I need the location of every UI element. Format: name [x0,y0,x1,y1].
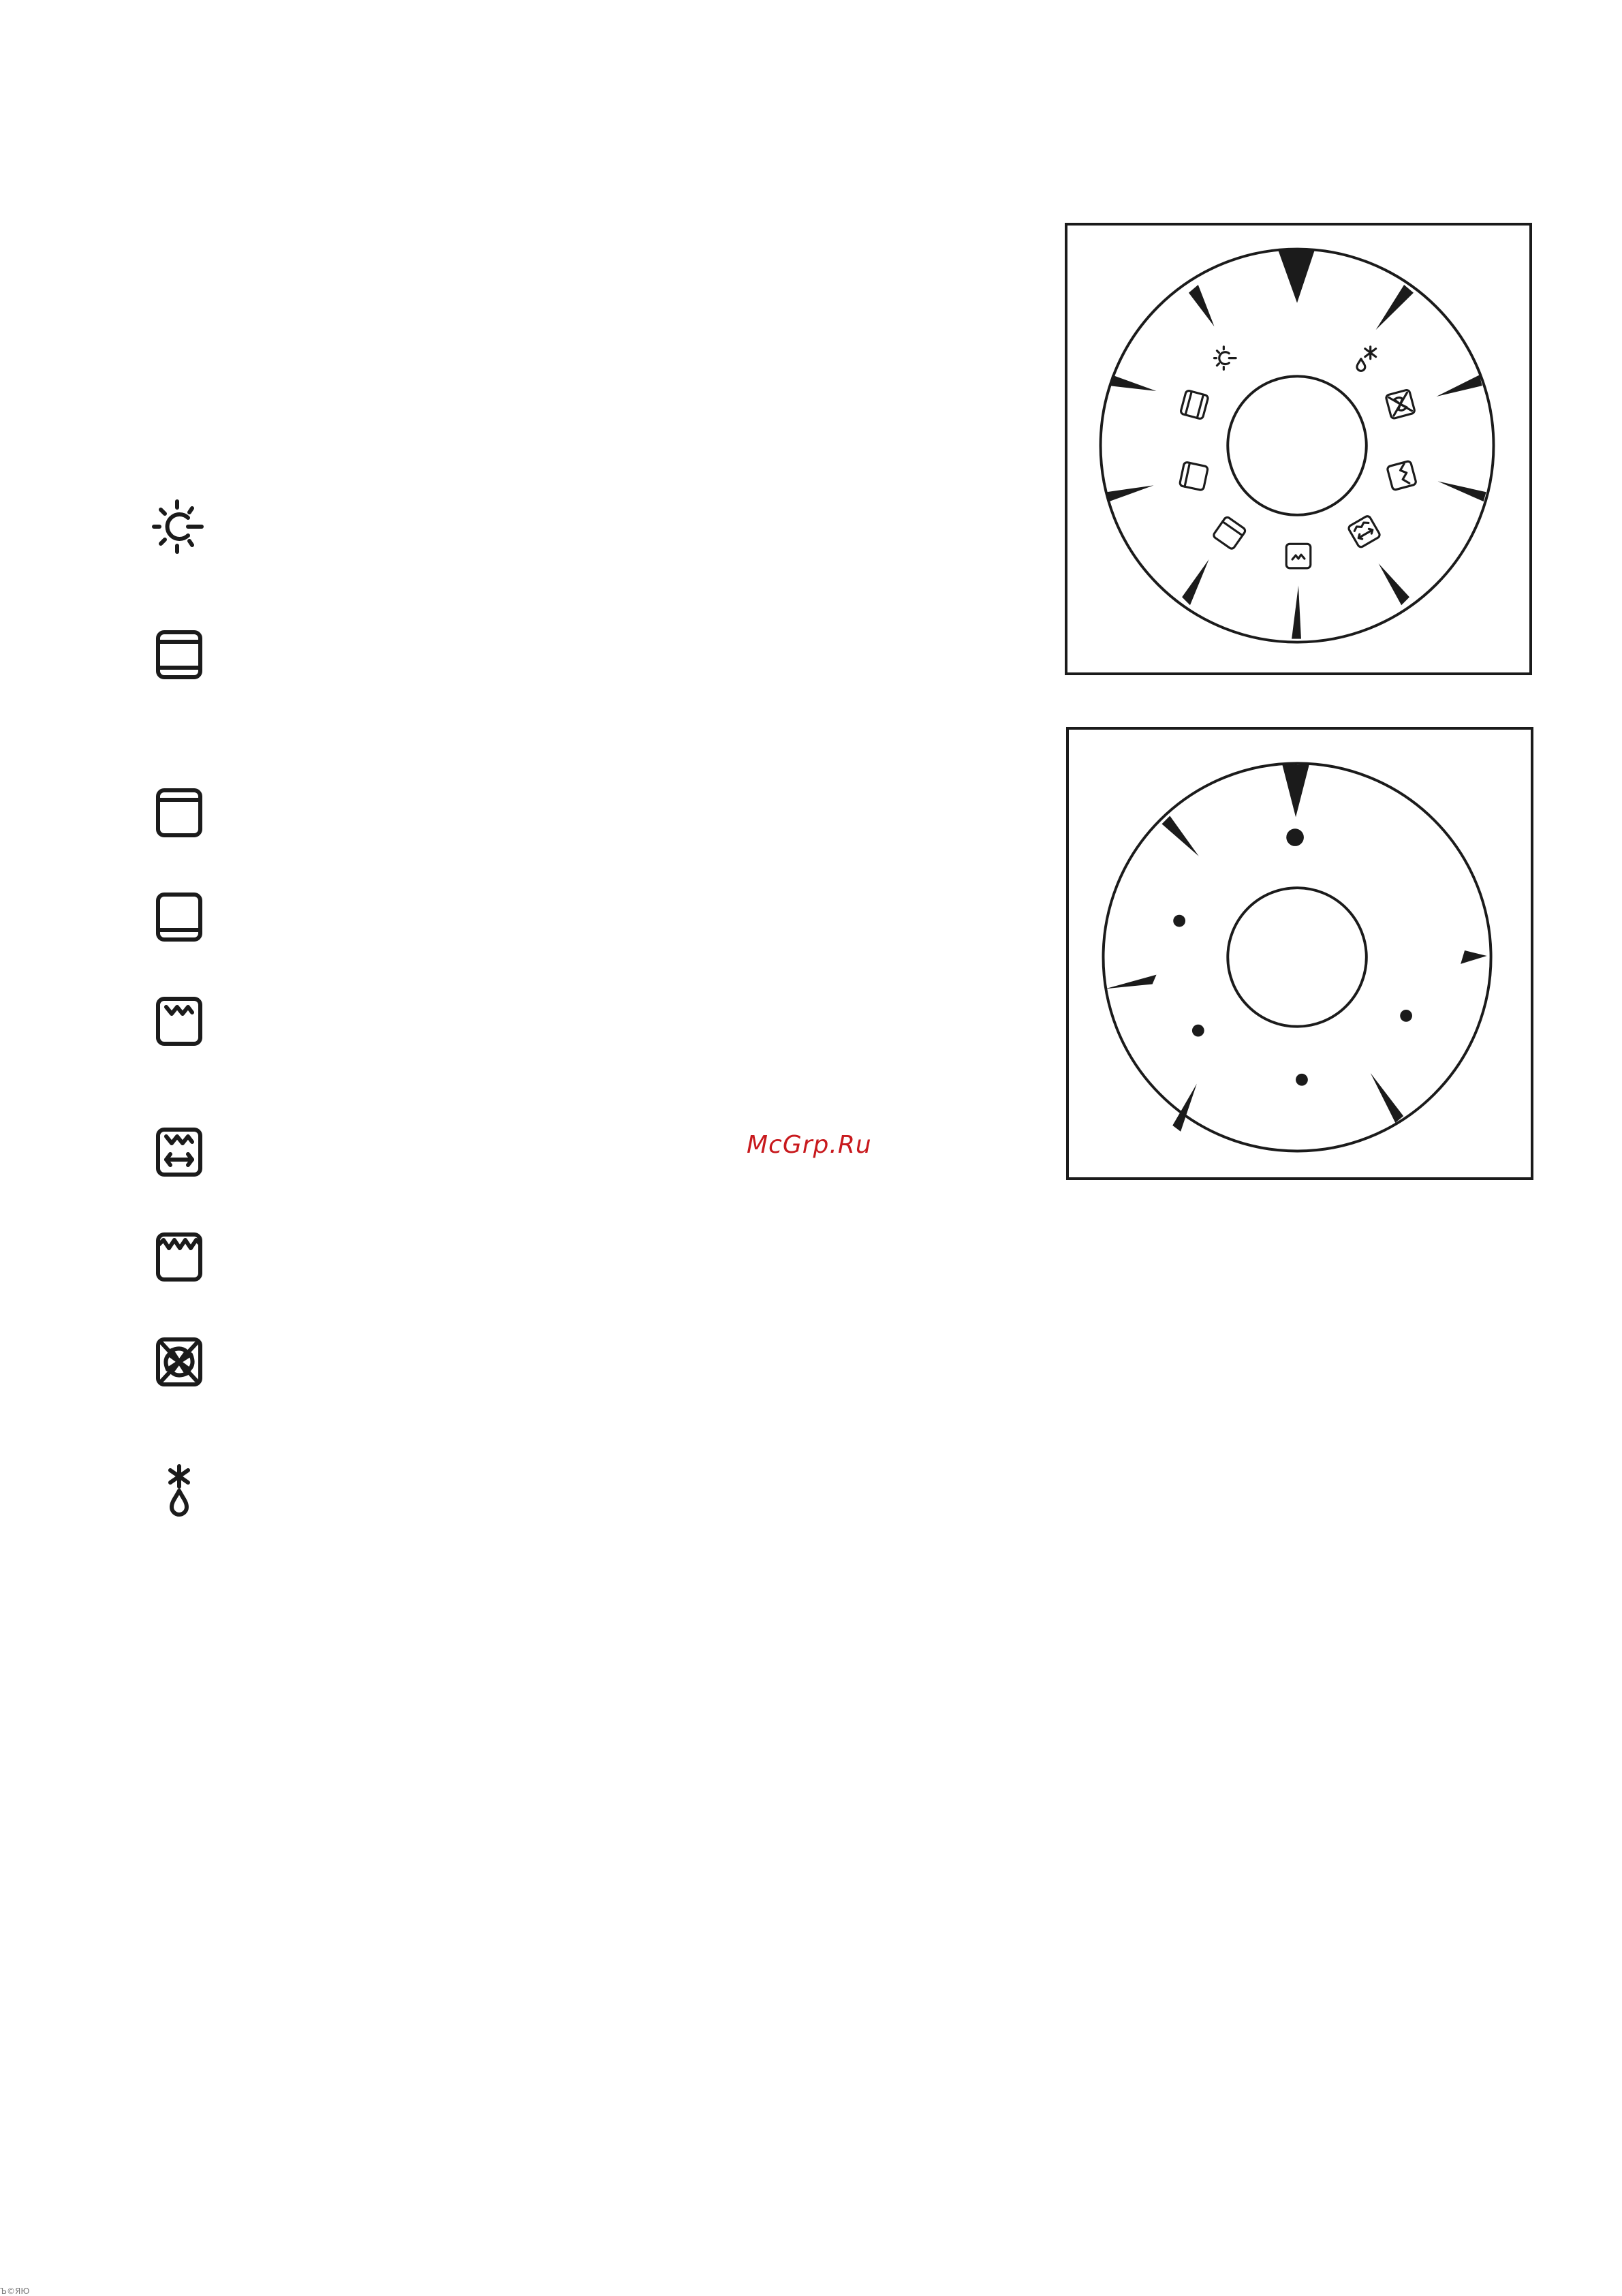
dial-pointer-mark [1438,481,1486,501]
dial-knob [1228,376,1367,515]
oven-light-icon [1215,347,1236,370]
top-bottom-heat-icon [151,627,207,683]
top-heat-icon [1213,516,1247,550]
top-bottom-heat-icon [1180,390,1208,419]
dial-dot [1173,915,1185,927]
dial-pointer-off [1282,764,1309,817]
dial-pointer-mark [1189,285,1215,326]
dial-pointer-mark [1106,485,1153,501]
dial-pointer-mark [1292,586,1301,639]
dial-pointer-mark [1437,375,1482,397]
dial-outer-ring [1104,763,1491,1151]
defrost-icon [1357,347,1376,371]
bottom-heat-icon [1179,462,1208,491]
dial-dot [1400,1010,1412,1022]
dial-pointer-mark [1105,975,1156,989]
bottom-heat-icon [151,889,207,945]
dial-pointer-mark [1109,375,1156,391]
watermark: McGrp.Ru [747,1131,872,1159]
dial-knob [1228,888,1367,1027]
function-dial-panel [1065,223,1532,675]
dial-dot [1296,1074,1308,1086]
dial-pointer-mark [1461,950,1487,964]
dial-pointer-mark [1379,563,1409,605]
dial-outer-ring [1101,249,1494,642]
dial-pointer-mark [1161,816,1198,856]
dial-pointer-mark [1182,559,1209,605]
oven-light-icon [151,499,207,555]
dial-pointer-off [1278,251,1314,303]
dial-pointer-mark [1376,285,1414,330]
fan-cooking-icon [151,1334,207,1390]
full-grill-icon [151,1229,207,1285]
defrost-icon [151,1463,207,1519]
grill-icon [1286,544,1311,568]
fan-grill-icon [1347,515,1381,548]
temperature-dial-panel [1066,727,1533,1180]
temperature-dial [1069,730,1531,1177]
top-heat-icon [151,785,207,841]
dial-pointer-mark [1371,1073,1403,1123]
dial-dot [1192,1025,1204,1037]
full-grill-icon [1387,461,1417,491]
fan-cooking-icon [1386,389,1416,419]
page-footer-mark: Ъ©ЯЮ [0,2286,30,2296]
dial-dot-large [1286,828,1304,846]
grill-icon [151,993,207,1049]
fan-grill-icon [151,1124,207,1180]
function-dial [1067,226,1529,672]
